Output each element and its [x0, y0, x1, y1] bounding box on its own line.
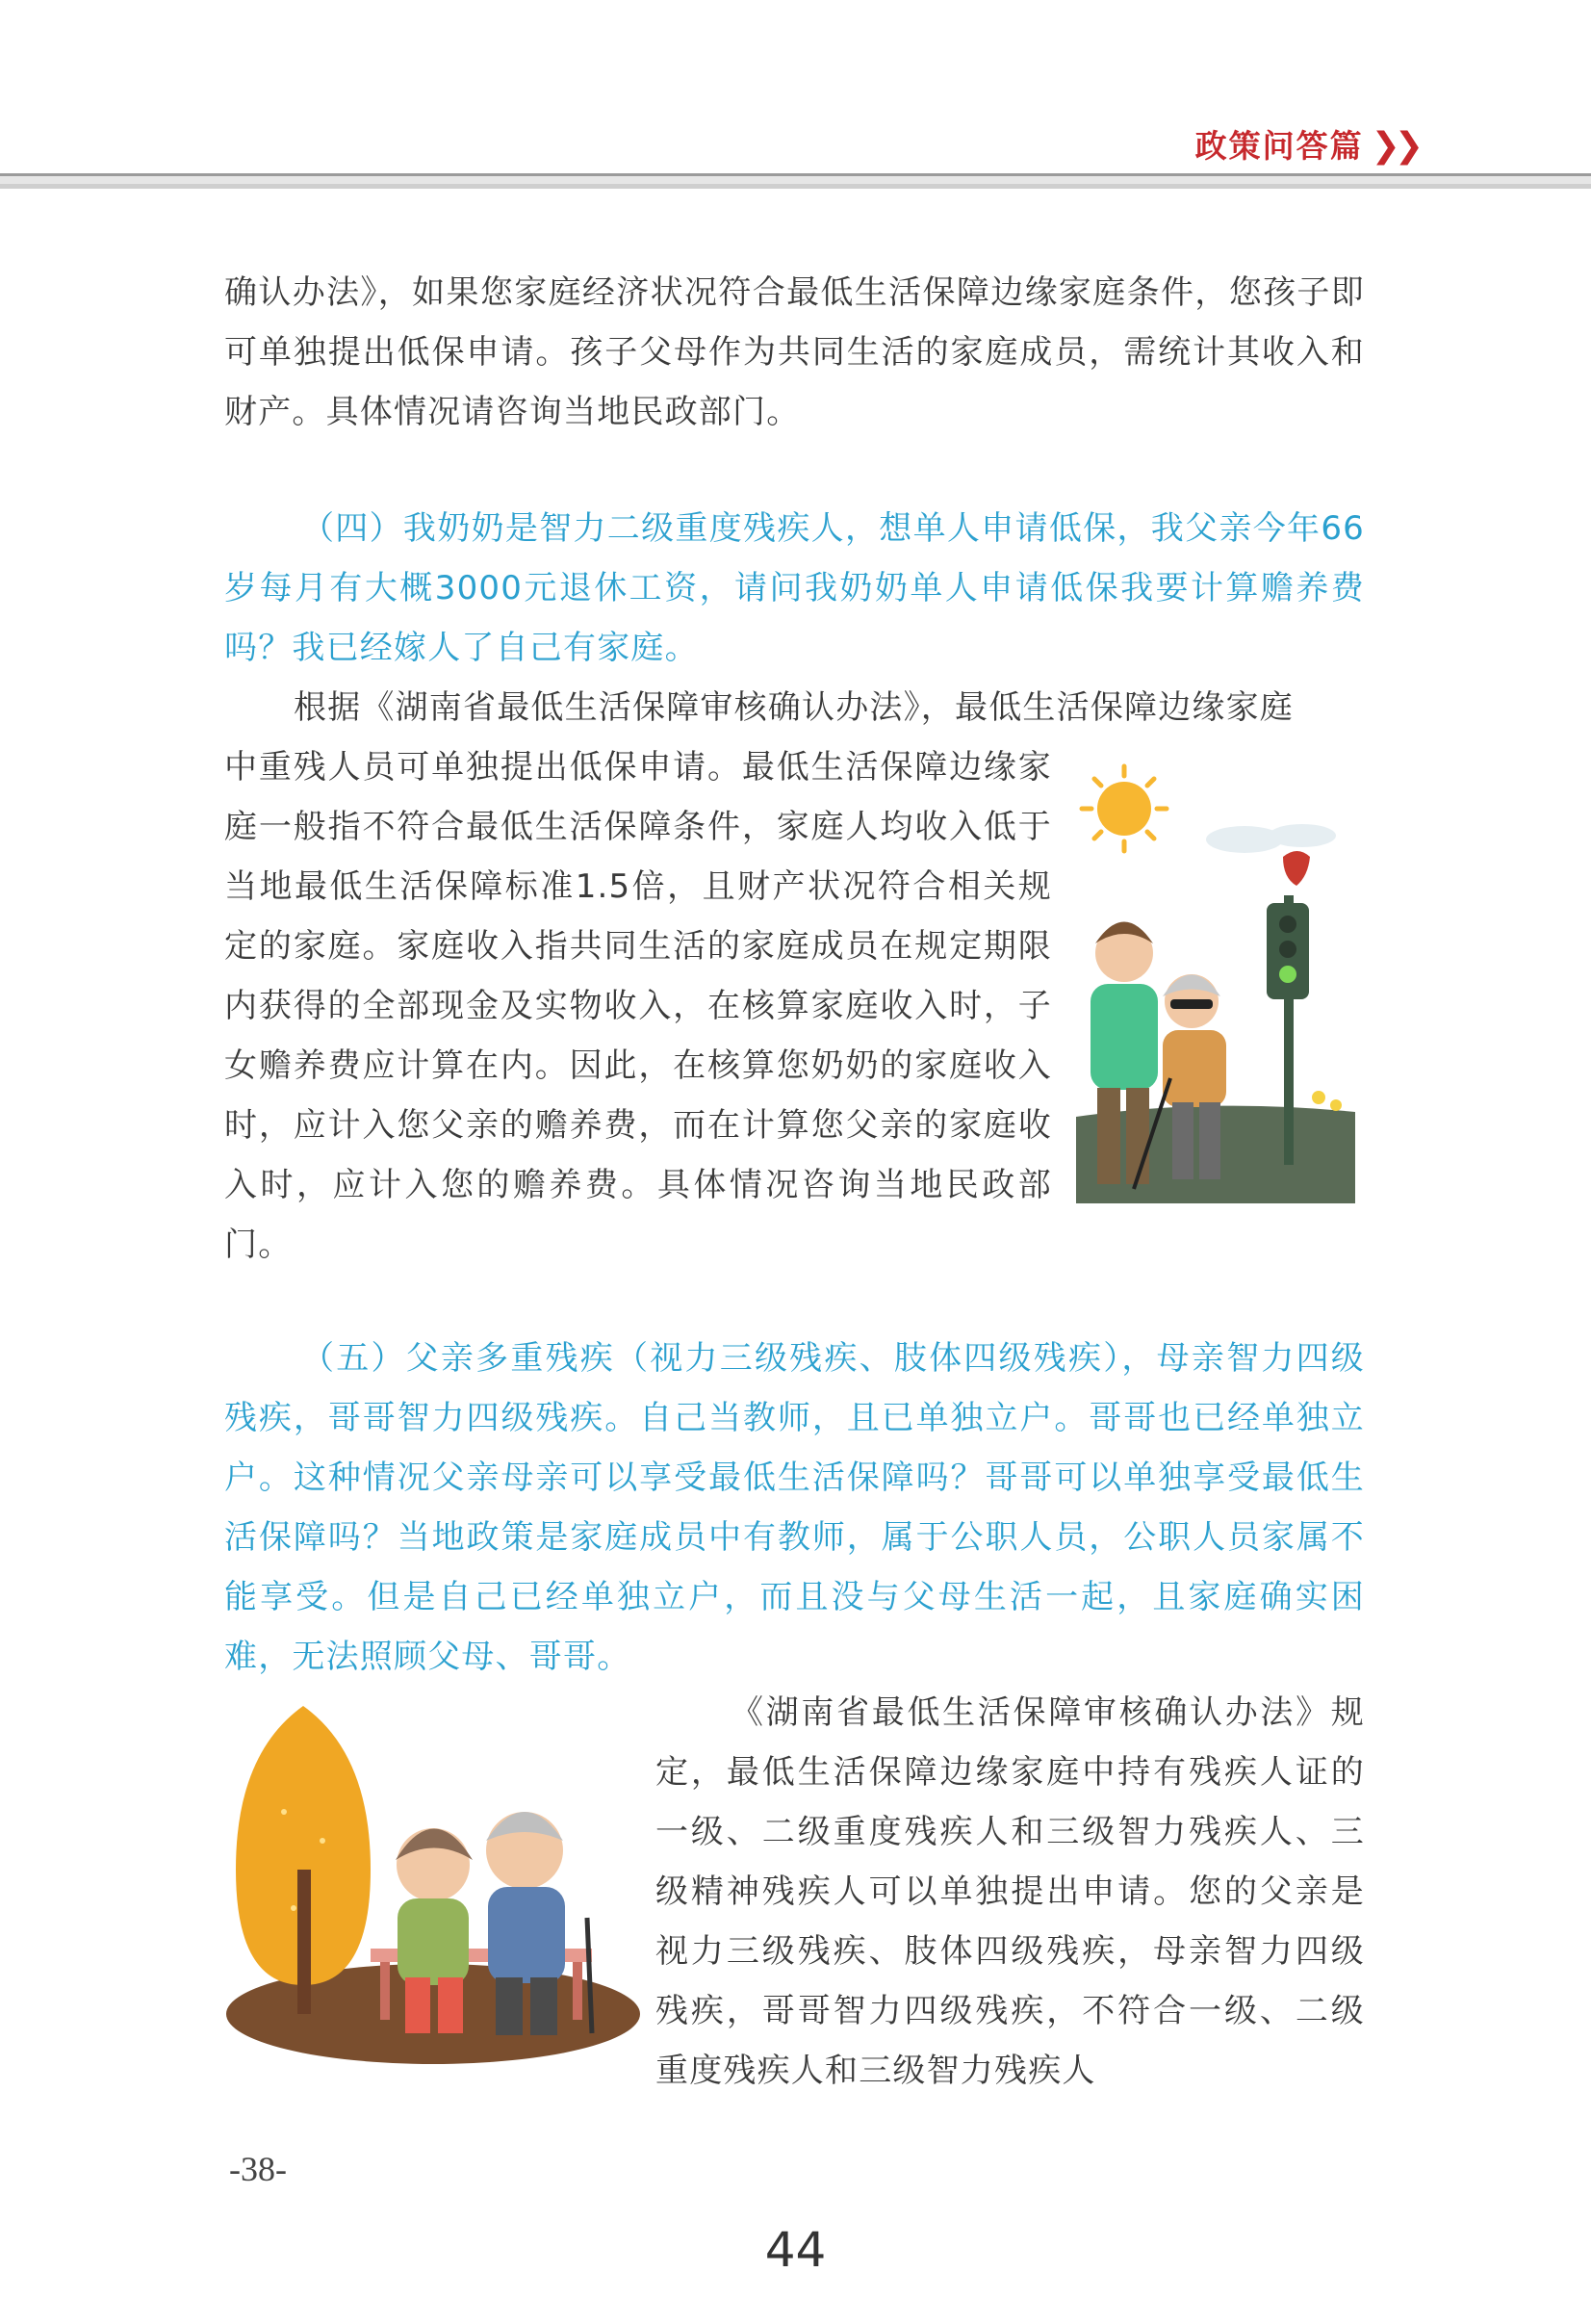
elderly-crossing-illustration-icon	[1066, 761, 1365, 1203]
question-4: （四）我奶奶是智力二级重度残疾人，想单人申请低保，我父亲今年66岁每月有大概3000元退休工资，请问我奶奶单人申请低保我要计算赡养费吗？我已经嫁人了自己有家庭。	[224, 509, 1365, 667]
section-title	[1195, 127, 1418, 166]
chevron-right-icon: ❯❯	[1371, 126, 1418, 166]
page-label: -38-	[229, 2150, 287, 2188]
section-title-text: 政策问答篇	[1194, 127, 1364, 165]
question-5: （五）父亲多重残疾（视力三级残疾、肢体四级残疾），母亲智力四级残疾，哥哥智力四级残疾。自己当教师，且已单独立户。哥哥也已经单独立户。这种情况父亲母亲可以享受最低生活保障吗？哥哥可以单独享受最低生活保障吗？当地政策是家庭成员中有教师，属于公职人员，公职人员家属不能享受。但是自己已经单独立户，而且没与父母生活一起，且家庭确实困难，无法照顾父母、哥哥。	[224, 1339, 1365, 1676]
answer-4-lead: 根据《湖南省最低生活保障审核确认办法》，最低生活保障边缘家庭	[294, 688, 1294, 727]
elderly-couple-bench-illustration-icon	[226, 1696, 640, 2072]
sheet-number: 44	[764, 2222, 827, 2278]
header-divider	[0, 173, 1591, 189]
paragraph-answer-3-continued: 确认办法》，如果您家庭经济状况符合最低生活保障边缘家庭条件，您孩子即可单独提出低保申请。孩子父母作为共同生活的家庭成员，需统计其收入和财产。具体情况请咨询当地民政部门。	[224, 273, 1365, 431]
answer-5: 《湖南省最低生活保障审核确认办法》规定，最低生活保障边缘家庭中持有残疾人证的一级、二级重度残疾人和三级智力残疾人、三级精神残疾人可以单独提出申请。您的父亲是视力三级残疾、肢体四级残疾，母亲智力四级残疾，哥哥智力四级残疾，不符合一级、二级重度残疾人和三级智力残疾人	[655, 1693, 1365, 2090]
answer-4-body: 中重残人员可单独提出低保申请。最低生活保障边缘家庭一般指不符合最低生活保障条件，家庭人均收入低于当地最低生活保障标准1.5倍，且财产状况符合相关规定的家庭。家庭收入指共同生活的家庭成员在规定期限内获得的全部现金及实物收入，在核算家庭收入时，子女赡养费应计算在内。因此，在核算您奶奶的家庭收入时，应计入您父亲的赡养费，而在计算您父亲的家庭收入时，应计入您的赡养费。具体情况咨询当地民政部门。	[224, 748, 1052, 1264]
sun-icon	[1082, 766, 1167, 851]
